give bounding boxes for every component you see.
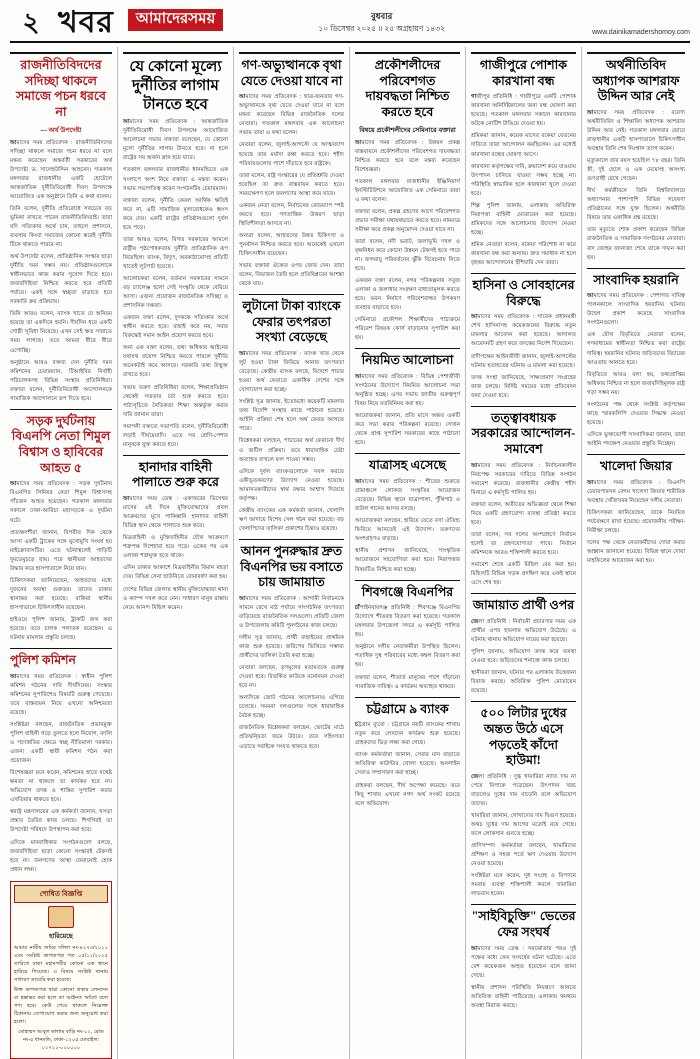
column-1 — [10, 47, 118, 1059]
column-6 — [582, 47, 690, 1059]
headline-liberation-war[interactable]: হানাদার বাহিনী পালাতে শুরু করে — [132, 459, 219, 490]
article-paragraph: অর্থ উপদেষ্টা বলেন, প্রাতিষ্ঠানিক সংস্কার ছাড়া দুর্নীতি দমন সম্ভব নয়। প্রতিষ্ঠানগুলোকে স্বাধীনভাবে কাজ করার সুযোগ দিতে হবে। জবাবদিহিতা নিশ্চিত করতে হবে প্রতিটি পর্যায়ে। একই সঙ্গে স্বচ্ছতা বাড়াতে হবে সরকারি ক্রয় প্রক্রিয়ায়। — [10, 254, 112, 306]
article-paragraph: সভায় তরুণ প্রতিনিধিরা বলেন, শিক্ষাপ্রতিষ্ঠান থেকেই সততার চর্চা শুরু করতে হবে। পাঠ্যসূচিতে নৈতিকতা শিক্ষা অন্তর্ভুক্ত করার দাবি জানান তারা। — [123, 384, 228, 418]
article-paragraph: আমাদের সময় প্রতিবেদক : শীতের শুরুতে গ্রামাঞ্চলে লোকজ সংস্কৃতির আয়োজন বেড়েছে। বিভিন্ন স্থানে যাত্রাপালা, পুঁথিপাঠ ও বাউল গানের আসর বসছে। — [355, 479, 460, 513]
article-paragraph: বিবৃতিতে আরও বলা হয়, তথ্যপ্রাপ্তির অধিকার নিশ্চিত না হলে জবাবদিহিমূলক রাষ্ট্র গড়া সম্ভব নয়। — [587, 371, 685, 396]
page-number: ২ — [22, 8, 40, 37]
article-paragraph: স্বরাষ্ট্র মন্ত্রণালয়ের এক কর্মকর্তা জানান, খসড়া প্রস্তাব তৈরির কাজ চলছে। শিগগিরই তা উপদেষ্টা পরিষদে উপস্থাপন করা হবে। — [10, 809, 112, 834]
divider — [123, 455, 228, 456]
article-paragraph: তিনি আরও বলেন, ব্যাংক খাতে যে অনিয়ম হয়েছে তা একদিনে হয়নি। দীর্ঘদিন ধরে একটি গোষ্ঠী সুবিধা নিয়েছে। এখন সেই ক্ষত সারাতে সময় লাগছে। তবে আমরা ধীরে ধীরে এগোচ্ছি। — [10, 311, 112, 354]
article-paragraph: আমাদের সময় প্রতিবেদক : রাজনীতিবিদদের সদিচ্ছা থাকলে সমাজে পচন ধরবে না বলে মন্তব্য করেছেন অন্তর্বর্তী সরকারের অর্থ উপদেষ্টা ড. সালেহউদ্দিন আহমেদ। গতকাল মঙ্গলবার রাজধানীর একটি হোটেলে আন্তর্জাতিক দুর্নীতিবিরোধী দিবস উপলক্ষে আয়োজিত এক অনুষ্ঠানে তিনি এ কথা বলেন। — [10, 139, 112, 200]
headline-jatra[interactable]: যাত্রাসহ এসেছে — [369, 458, 446, 473]
article-paragraph: বক্তারা বলেন, অতীতের অভিজ্ঞতা থেকে শিক্ষা নিয়ে একটি গ্রহণযোগ্য ব্যবস্থা প্রতিষ্ঠা করতে হবে। — [471, 501, 576, 526]
divider — [471, 406, 576, 407]
headline-caretaker-rally[interactable]: তত্ত্বাবধায়ক সরকারের আন্দোলন-সমাবেশ — [471, 410, 576, 457]
column-3 — [234, 47, 350, 1059]
article-paragraph: দীর্ঘ কর্মজীবনে তিনি বিশ্ববিদ্যালয়ে অধ্যাপনার পাশাপাশি বিভিন্ন গবেষণা প্রতিষ্ঠানের সঙ্গে যুক্ত ছিলেন। অর্থনীতি বিষয়ে তার একাধিক গ্রন্থ রয়েছে। — [587, 188, 685, 222]
article-paragraph: আমাদের সময় প্রতিবেদক : ব্যাংক খাত থেকে লুট হওয়া টাকা ফিরিয়ে আনার তৎপরতা বেড়েছে। কেন্দ্রীয় ব্যাংক বলছে, বিদেশে পাচার হওয়া অর্থ ফেরাতে একাধিক দেশের সঙ্গে যোগাযোগ করা হচ্ছে। — [239, 351, 344, 394]
publication-date: ১০ ডিসেম্বর ২০২৫ ॥ ২৫ অগ্রহায়ণ ১৪৩২ — [318, 23, 445, 33]
article-paragraph: আমাদের সময় প্রতিবেদক : ছাত্র-জনতার গণ-অভ্যুত্থানকে বৃথা যেতে দেওয়া যাবে না বলে মন্তব্য করেছেন বিভিন্ন রাজনৈতিক দলের নেতারা। গতকাল মঙ্গলবার এক আলোচনা সভায় তারা এ কথা বলেন। — [239, 94, 344, 137]
article-paragraph: এদিকে ভুক্তভোগী সাংবাদিকরা জানান, তারা আইনি পদক্ষেপ নেওয়ার প্রস্তুতি নিচ্ছেন। — [587, 431, 685, 447]
article-paragraph: আমাদের সময় প্রতিবেদক : নির্বাচনকালীন নিরপেক্ষ সরকারের দাবিতে বিভিন্ন সংগঠন সমাবেশ করেছে। রাজধানীর কেন্দ্রীয় শহীদ মিনারে এ কর্মসূচি পালিত হয়। — [471, 462, 576, 496]
article-paragraph: সংশ্লিষ্টরা মনে করেন, দুধ সংগ্রহ ও বিপণনে সমবায় ব্যবস্থা শক্তিশালী করলে খামারিরা লাভবান হবেন। — [471, 873, 576, 898]
article-paragraph: আমাদের সময় প্রতিবেদক : পেশাগত দায়িত্ব পালনকালে সাংবাদিক হয়রানির ঘটনায় উদ্বেগ প্রকাশ করেছে সাংবাদিক সংগঠনগুলো। — [587, 293, 685, 327]
date-block — [223, 8, 540, 34]
classified-ad[interactable] — [10, 881, 112, 1059]
article-paragraph: আমাদের সময় প্রতিবেদক : সড়ক দুর্ঘটনায় বিএনপির সিনিয়র নেতা শিমুল বিশ্বাসসহ পাঁচজন আহত হয়েছেন। গতকাল মঙ্গলবার সকালে ঢাকা-আরিচা মহাসড়কে এ দুর্ঘটনা ঘটে। — [10, 481, 112, 524]
article-paragraph: চাঁপাইনবাবগঞ্জ প্রতিনিধি : শিবগঞ্জে বিএনপির উদ্যোগে শীতবস্ত্র বিতরণ করা হয়েছে। গতকাল মঙ্গলবার উপজেলা সদরে এ কর্মসূচি পালিত হয়। — [355, 605, 460, 639]
divider — [239, 539, 344, 540]
headline-khaleda-zia[interactable]: খালেদা জিয়ার — [599, 459, 673, 473]
headline-regular-discussion[interactable]: নিয়মিত আলোচনা — [361, 353, 454, 368]
article-paragraph: জেলা প্রতিনিধি : নির্বাচনী প্রচারণার সময় এক প্রার্থীর ওপর হামলার অভিযোগ উঠেছে। এ ঘটনায় থানায় অভিযোগ দায়ের করা হয়েছে। — [471, 618, 576, 643]
headline-bank-money[interactable]: লুটানো টাকা ব্যাংকে ফেরার তৎপরতা সংখ্যা বেড়েছে — [242, 299, 341, 345]
article-paragraph: শ্রমিক নেতারা বলেন, বকেয়া পরিশোধ না করে কারখানা বন্ধ করা অন্যায়। দ্রুত সমাধান না হলে বৃহত্তর আন্দোলনের হুঁশিয়ারি দেন তারা। — [471, 241, 576, 267]
article-paragraph: বক্তারা বলেন, প্রকল্প গ্রহণের আগে পরিবেশগত প্রভাব সমীক্ষা যথাযথভাবে করতে হবে। নামমাত্র সমীক্ষা করে প্রকল্প অনুমোদন দেওয়া যাবে না। — [355, 208, 460, 233]
article-paragraph: খামারিরা জানান, গোখাদ্যের দাম দ্বিগুণ হয়েছে। অথচ দুধের দাম আগের মতোই রয়ে গেছে। ফলে লোকসান গুনতে হচ্ছে। — [471, 812, 576, 838]
article-paragraph: চট্টগ্রাম ব্যুরো : চট্টগ্রামে নয়টি ব্যাংকের শাখায় নতুন করে লেনদেন কার্যক্রম শুরু হয়েছে। গ্রাহকদের ভিড় লক্ষ্য করা গেছে। — [355, 722, 460, 747]
article-paragraph: তারা বলেন, সব দলের অংশগ্রহণে নির্বাচন হলেই তা গ্রহণযোগ্যতা পাবে। নির্বাচন কমিশনকে আরও শক্তিশালী করতে হবে। — [471, 531, 576, 557]
article-paragraph: হাইওয়ে পুলিশ জানায়, ট্রাকটি জব্দ করা হয়েছে। তবে চালক পলাতক রয়েছেন। এ ঘটনায় মামলার প্রস্তুতি চলছে। — [10, 616, 112, 642]
article-paragraph: আমাদের সময় প্রতিবেদক : আন্তর্জাতিক দুর্নীতিবিরোধী দিবস উপলক্ষে আয়োজিত আলোচনা সভায় বক্তারা বলেছেন, যে কোনো মূল্যে দুর্নীতির লাগাম টানতে হবে। না হলে রাষ্ট্রের সব অর্জন ম্লান হয়ে যাবে। — [123, 119, 228, 162]
article-paragraph: কারখানা কর্তৃপক্ষের দাবি, ক্রয়াদেশ কমে যাওয়ায় উৎপাদন চালিয়ে যাওয়া সম্ভব হচ্ছে না। পরিস্থিতি স্বাভাবিক হলে কারখানা খুলে দেওয়া হবে। — [471, 163, 576, 197]
article-paragraph: রাজনৈতিক বিশ্লেষকরা বলছেন, ভোটের মাঠে প্রতিদ্বন্দ্বিতা জমে উঠবে। তবে সহিংসতা এড়াতে সবাইকে সংযত থাকতে হবে। — [239, 725, 344, 750]
article-paragraph: দেশের বিভিন্ন জেলায় স্থানীয় মুক্তিযোদ্ধারা থানা ও ক্যাম্প দখল করে নেন। সাধারণ মানুষ রাস্তায় নেমে আনন্দ মিছিল করেন। — [123, 586, 228, 611]
article-paragraph: সমাপনী বক্তব্যে সভাপতি বলেন, দুর্নীতিবিরোধী লড়াই দীর্ঘমেয়াদি। এতে সব শ্রেণি-পেশার মানুষকে যুক্ত করতে হবে। — [123, 423, 228, 448]
divider — [587, 268, 685, 269]
headline-uprising[interactable]: গণ-অভ্যুত্থানকে বৃথা যেতে দেওয়া যাবে না — [240, 58, 343, 88]
article-paragraph: এদিন ঢাকার আকাশে মিত্রবাহিনীর বিমান মহড়া দেয়। বিভিন্ন সেনা ছাউনিতে বোমাবর্ষণ করা হয়। — [123, 565, 228, 581]
divider — [10, 52, 112, 54]
article-paragraph: সভায় বক্তারা ঐক্যের ওপর জোর দেন। তারা বলেন, বিভাজন তৈরি হলে প্রতিবিপ্লবের আশঙ্কা থেকে যায়। — [239, 263, 344, 288]
article-paragraph: তারা আরও বলেন, বিগত সরকারের আমলে রাষ্ট্রীয় পৃষ্ঠপোষকতায় দুর্নীতি প্রাতিষ্ঠানিক রূপ নিয়েছিল। ব্যাংক, বিদ্যুৎ, অবকাঠামোসহ প্রতিটি খাতেই লুটপাট হয়েছে। — [123, 236, 228, 270]
article-paragraph: অন্যদিকে জোট গঠনের আলোচনাও এগিয়ে চলেছে। সমমনা দলগুলোর সঙ্গে ধারাবাহিক বৈঠক হচ্ছে। — [239, 695, 344, 720]
article-paragraph: বক্তারা বলেন, শীতার্ত মানুষের পাশে দাঁড়ানো সামাজিক দায়িত্ব। এ কার্যক্রম অব্যাহত থাকবে। — [355, 674, 460, 690]
byline: — অর্থ উপদেষ্টা — [40, 126, 82, 134]
divider — [471, 593, 576, 594]
divider — [587, 52, 685, 54]
headline-politics-corruption[interactable]: রাজনীতিবিদদের সদিচ্ছা থাকলে সমাজে পচন ধরবে না — [16, 58, 106, 119]
article-paragraph: তিনি বলেন, দুর্নীতি প্রতিরোধে সবচেয়ে বড় ভূমিকা রাখতে পারেন রাজনীতিবিদরাই। তারা যদি সত্যিকার অর্থে চান, তাহলে প্রশাসনে, ব্যবসায় কিংবা সমাজের কোনো স্তরেই দুর্নীতি টিকে থাকতে পারবে না। — [10, 205, 112, 249]
article-paragraph: আলোচকরা বলেন, বর্তমান সরকারের সামনে বড় চ্যালেঞ্জ হলো সেই সংস্কৃতি থেকে বেরিয়ে আসা। এজন্য প্রয়োজন রাজনৈতিক সদিচ্ছা ও প্রশাসনিক দক্ষতা। — [123, 276, 228, 310]
divider — [471, 904, 576, 905]
headline-hasina-case[interactable]: হাসিনা ও সোবহানের বিরুদ্ধে — [472, 278, 575, 308]
column-4 — [350, 47, 466, 1059]
article-paragraph: তার মৃত্যুতে শোক প্রকাশ করেছেন বিভিন্ন রাজনৈতিক ও সামাজিক সংগঠনের নেতারা। বাদ জোহর জানাজা শেষে তাকে দাফন করা হয়। — [587, 227, 685, 261]
article-paragraph: চিকিৎসকরা জানিয়েছেন, আহতদের মধ্যে দুজনের অবস্থা গুরুতর। তাদের ঢাকায় স্থানান্তর করা হয়েছে। বাকিরা স্থানীয় হাসপাতালে চিকিৎসাধীন রয়েছেন। — [10, 577, 112, 611]
article-paragraph: শ্রমিকরা জানান, কয়েক মাসের বকেয়া বেতনের দাবিতে তারা আন্দোলন করছিলেন। এর মধ্যেই কারখানা বন্ধের ঘোষণা আসে। — [471, 133, 576, 158]
article-paragraph: সেমিনারে প্রকৌশল শিক্ষার্থীদের পাঠ্যক্রমে পরিবেশ বিষয়ক কোর্স বাড়ানোর সুপারিশ করা হয়। — [355, 317, 460, 342]
article-paragraph: সংশ্লিষ্টরা বলছেন, রাজনৈতিক প্রভাবমুক্ত পুলিশ বাহিনী গড়ে তুলতে হলে নিয়োগ, বদলি ও পদোন্নতির ক্ষেত্রে স্বচ্ছ নীতিমালা দরকার। এজন্য একটি স্থায়ী কমিশন গঠন করা প্রয়োজন। — [10, 721, 112, 765]
ad-title: শোধিত বিজ্ঞপ্তি — [14, 885, 108, 903]
article-paragraph: বিশেষজ্ঞরা মনে করেন, কমিশনের হাতে যথেষ্ট ক্ষমতা না থাকলে তা কার্যকর হবে না। অভিযোগ তদন্ত ও শাস্তির সুপারিশ করার এখতিয়ার থাকতে হবে। — [10, 770, 112, 804]
article-paragraph: একজন বক্তা বলেন, দুদককে সত্যিকার অর্থে স্বাধীন করতে হবে। বাছাই করে নয়, সবার বিরুদ্ধেই সমান আইন প্রয়োগ করতে হবে। — [123, 315, 228, 340]
article-paragraph: অন্যরা বলেন, আহতদের উন্নত চিকিৎসা ও পুনর্বাসন নিশ্চিত করতে হবে। অনেকেই এখনো চিকিৎসাধীন রয়েছেন। — [239, 232, 344, 257]
ad-contact: মোহাম্মদ আবুল কালাম বাড়ি নং-১২, রোড নং-৫ ধানমন্ডি, ঢাকা-১২০৫ মোবাইল: ০১৭১১-০০০০০০ — [18, 1029, 104, 1052]
subheadline: বিষয়ে প্রকৌশলীদের সেমিনারে বক্তারা — [359, 126, 456, 134]
article-paragraph: দলের পক্ষ থেকে নেতাকর্মীদের দোয়া করার আহ্বান জানানো হয়েছে। বিভিন্ন স্থানে দোয়া মাহফিলের আয়োজন করা হয়। — [587, 539, 685, 564]
headline-police-commission[interactable]: পুলিশ কমিশন — [10, 653, 77, 668]
headline-road-accident[interactable]: সড়ক দুর্ঘটনায় বিএনপি নেতা শিমুল বিশ্বাস ও হাবিবের আহত ৫ — [11, 413, 111, 475]
article-paragraph: অন্য এক বক্তা বলেন, তথ্য অধিকার আইনের যথাযথ প্রয়োগ নিশ্চিত করতে পারলে দুর্নীতি অনেকটাই কমে আসবে। সরকারি তথ্য উন্মুক্ত রাখতে হবে। — [123, 345, 228, 379]
ad-text: উক্ত কাগজপত্র দ্বারা কোনো প্রকার লেনদেন বা হস্তান্তর করা হলে তা আইনত অবৈধ বলে গণ্য হবে। কেউ পেয়ে থাকলে নিম্নোক্ত ঠিকানায় যোগাযোগ করার জন্য অনুরোধ করা হলো। — [14, 987, 108, 1026]
article-paragraph: আমাদের সময় ডেস্ক : একাত্তরের ডিসেম্বর মাসের এই দিনে মুক্তিযোদ্ধাদের প্রবল আক্রমণের মুখে পাকিস্তানি হানাদার বাহিনী বিভিন্ন স্থান থেকে পালাতে শুরু করে। — [123, 496, 228, 530]
divider — [239, 52, 344, 54]
article-paragraph: সংগঠনের পক্ষ থেকে সংশ্লিষ্ট কর্তৃপক্ষের কাছে স্মারকলিপি দেওয়ার সিদ্ধান্ত নেওয়া হয়েছে। — [587, 401, 685, 426]
article-paragraph: জেলা প্রতিনিধি : দুগ্ধ খামারিরা ন্যায্য দাম না পেয়ে বিপাকে পড়েছেন। উৎপাদন খরচ বাড়লেও দুধের দাম বাড়েনি বলে অভিযোগ তাদের। — [471, 773, 576, 807]
article-paragraph: বিশ্লেষকরা বলছেন, পাচারের অর্থ ফেরানো দীর্ঘ ও জটিল প্রক্রিয়া। তবে ধারাবাহিক চেষ্টা অব্যাহত রাখলে ফল পাওয়া সম্ভব। — [239, 438, 344, 463]
ad-subtitle: হারিয়েছে — [49, 932, 73, 940]
article-paragraph: শিল্প পুলিশ জানায়, এলাকায় অতিরিক্ত নিরাপত্তা বাহিনী মোতায়েন করা হয়েছে। শ্রমিকদের সঙ্গে আলোচনার উদ্যোগ নেওয়া হচ্ছে। — [471, 202, 576, 236]
article-paragraph: নেতারা বলেন, জুলাই-আগস্টে যে আত্মত্যাগ হয়েছে তার মর্যাদা রক্ষা করতে হবে। শহীদ পরিবারগুলোর পাশে দাঁড়াতে হবে রাষ্ট্রকে। — [239, 142, 344, 167]
divider — [355, 697, 460, 698]
article-paragraph: স্থানীয় প্রশাসন পরিস্থিতি নিয়ন্ত্রণে আনতে অতিরিক্ত বাহিনী পাঠিয়েছে। এলাকায় থমথমে অবস্থা বিরাজ করছে। — [471, 984, 576, 1009]
divider — [471, 273, 576, 274]
divider — [355, 453, 460, 454]
article-paragraph: চিকিৎসকরা জানিয়েছেন, তাকে নিয়মিত পর্যবেক্ষণে রাখা হয়েছে। প্রয়োজনীয় পরীক্ষা-নিরীক্ষা চলছে। — [587, 509, 685, 534]
divider — [355, 580, 460, 581]
article-paragraph: গতকাল মঙ্গলবার রাজধানীর ইঞ্জিনিয়ার্স ইনস্টিটিউশনে আয়োজিত এক সেমিনারে তারা এ কথা বলেন। — [355, 178, 460, 203]
article-paragraph: পুলিশ জানায়, অভিযোগ তদন্ত করে ব্যবস্থা নেওয়া হবে। জড়িতদের শনাক্তে কাজ চলছে। — [471, 649, 576, 665]
article-paragraph: কেন্দ্রীয় ব্যাংকের এক কর্মকর্তা জানান, খেলাপি ঋণ আদায়ে বিশেষ সেল গঠন করা হয়েছে। বড় খেলাপিদের তালিকা প্রকাশের চিন্তাও রয়েছে। — [239, 507, 344, 532]
article-paragraph: আয়োজকরা বলছেন, হারিয়ে যেতে বসা ঐতিহ্য ফিরিয়ে আনতেই এই উদ্যোগ। তরুণদের অংশগ্রহণও বাড়ছে। — [355, 518, 460, 543]
column-2 — [118, 47, 234, 1059]
headline-ceasefire-clash[interactable]: "সাইবিচুক্তি" ভেতের ফের সংঘর্ষ — [471, 909, 576, 939]
publication-logo: আমাদেরসময় — [128, 9, 223, 31]
article-paragraph: গ্রাহকরা বলছেন, দীর্ঘ অপেক্ষা কমেছে। তবে কিছু শাখায় এখনো নগদ অর্থ সংকট রয়েছে বলে অভিযোগ। — [355, 782, 460, 807]
article-paragraph: একজন নেতা বলেন, নির্বাচনের রোডম্যাপ স্পষ্ট করতে হবে। গণতান্ত্রিক উত্তরণ ছাড়া স্থিতিশীলতা আসবে না। — [239, 202, 344, 227]
divider — [355, 348, 460, 349]
article-paragraph: মৃত্যুকালে তার বয়স হয়েছিল ৭৮ বছর। তিনি স্ত্রী, দুই ছেলে ও এক মেয়েসহ অসংখ্য গুণগ্রাহী রেখে গেছেন। — [587, 158, 685, 183]
divider — [239, 294, 344, 295]
day-of-week: বুধবার — [370, 11, 393, 21]
headline-jamaat-candidate[interactable]: জামায়াত প্রার্থী ওপর — [472, 598, 575, 613]
article-paragraph: অনুষ্ঠানে আরও বক্তব্য দেন দুর্নীতি দমন কমিশনের চেয়ারম্যান, টিআইবির নির্বাহী পরিচালকসহ বিভিন্ন সংস্থার প্রতিনিধিরা। বক্তারা বলেন, দুর্নীতিবিরোধী আন্দোলনকে সামাজিক আন্দোলনে রূপ দিতে হবে। — [10, 359, 112, 402]
headline-journalist-harassment[interactable]: সাংবাদিক হয়রানি — [593, 272, 679, 287]
article-paragraph: প্রত্যক্ষদর্শীরা জানান, বিপরীত দিক থেকে আসা একটি ট্রাকের সঙ্গে মুখোমুখি সংঘর্ষ হয় মাইক্রোবাসটির। এতে ঘটনাস্থলেই গাড়িটি দুমড়েমুচড়ে যায়। পরে স্থানীয়রা আহতদের উদ্ধার করে হাসপাতালে নিয়ে যান। — [10, 529, 112, 572]
article-paragraph: ব্যাংক কর্মকর্তারা জানান, সেবার মান বাড়াতে অতিরিক্ত কাউন্টার খোলা হয়েছে। অনলাইন সেবাও সম্প্রসারণ করা হচ্ছে। — [355, 752, 460, 777]
headline-chittagong-banks[interactable]: চট্টগ্রামে ৯ ব্যাংক — [366, 701, 449, 716]
article-paragraph: তারা বলেন, রাষ্ট্র সংস্কারের যে প্রতিশ্রুতি দেওয়া হয়েছিল তা দ্রুত বাস্তবায়ন করতে হবে। সময়ক্ষেপণ হলে জনগণের আস্থা কমে যাবে। — [239, 172, 344, 197]
article-paragraph: গতকাল মঙ্গলবার রাজধানীর ধানমন্ডিতে এক সংলাপে অংশ নিয়ে বক্তারা এ মন্তব্য করেন। সভায় সভাপতিত্ব করেন সংগঠনটির চেয়ারম্যান। — [123, 167, 228, 192]
masthead — [10, 8, 690, 43]
article-paragraph: আমাদের সময় প্রতিবেদক : স্বাধীন পুলিশ কমিশন গঠনের দাবি দীর্ঘদিনের। সংস্কার কমিশনের সুপারিশেও বিষয়টি গুরুত্ব পেয়েছে। তবে বাস্তবায়ন নিয়ে এখনো অনিশ্চয়তা রয়েছে। — [10, 673, 112, 716]
divider — [10, 648, 112, 649]
ad-text: আমার নামীয় জমির দলিল নং-৪২৭৩/২০১১ এবং সংশ্লিষ্ট কাগজপত্র গত ০৫/১২/২০২৫ তারিখে ঢাকা মহানগরীর কোনো এক স্থানে হারিয়ে গিয়েছে। এ বিষয়ে সংশ্লিষ্ট থানায় সাধারণ ডায়েরি করা হয়েছে। — [14, 944, 108, 983]
divider — [471, 701, 576, 702]
article-paragraph: এক যৌথ বিবৃতিতে নেতারা বলেন, গণমাধ্যমের স্বাধীনতা নিশ্চিত করা রাষ্ট্রের দায়িত্ব। হয়রানির ঘটনায় জড়িতদের বিচারের আওতায় আনতে হবে। — [587, 332, 685, 366]
divider — [471, 52, 576, 54]
article-paragraph: তদন্ত সংস্থা জানিয়েছে, সাক্ষ্যপ্রমাণ সংগ্রহের কাজ চলছে। নির্দিষ্ট সময়ের মধ্যে প্রতিবেদন জমা দেওয়া হবে। — [471, 374, 576, 399]
headline-obituary-economist[interactable]: অর্থনীতিবিদ অধ্যাপক আশরাফ উদ্দিন আর নেই — [592, 58, 680, 104]
divider — [123, 52, 228, 54]
article-paragraph: এদিকে দুর্বল ব্যাংকগুলোকে সবল করতে একীভূতকরণের উদ্যোগ নেওয়া হয়েছে। আমানতকারীদের স্বার্থ রক্ষার আশ্বাস দিয়েছে কর্তৃপক্ষ। — [239, 468, 344, 502]
article-paragraph: সংশ্লিষ্ট সূত্র জানায়, ইতোমধ্যে কয়েকটি মামলার তথ্য বিদেশি সংস্থার কাছে পাঠানো হয়েছে। আইনি প্রক্রিয়া শেষ হলে অর্থ ফেরত আসতে পারে। — [239, 399, 344, 433]
article-paragraph: আমাদের সময় প্রতিবেদক : বিএনপি চেয়ারপারসন বেগম খালেদা জিয়ার শারীরিক অবস্থার খোঁজখবর নিয়েছেন দলীয় নেতারা। — [587, 479, 685, 504]
headline-gazipur-factory[interactable]: গাজীপুরে পোশাক কারখানা বন্ধ — [479, 58, 568, 88]
article-paragraph: স্থানীয়রা জানান, ঘটনার পর এলাকায় উত্তেজনা বিরাজ করছে। অতিরিক্ত পুলিশ মোতায়েন রয়েছে। — [471, 670, 576, 695]
article-paragraph: দলীয় সূত্র জানায়, প্রার্থী বাছাইয়ের প্রাথমিক কাজ শুরু হয়েছে। জরিপের ভিত্তিতে সম্ভাব্য প্রার্থীদের তালিকা তৈরি করা হচ্ছে। — [239, 635, 344, 660]
article-paragraph: আমাদের সময় ডেস্ক : সমঝোতার পরও দুই পক্ষের মধ্যে ফের সংঘর্ষের ঘটনা ঘটেছে। এতে বেশ কয়েকজন আহত হয়েছেন বলে জানা গেছে। — [471, 945, 576, 979]
article-paragraph: নেতারা বলছেন, তৃণমূলের মতামতকে গুরুত্ব দেওয়া হবে। বিতর্কিত কাউকে মনোনয়ন দেওয়া হবে না। — [239, 665, 344, 690]
headline-corruption-control[interactable]: যে কোনো মূল্যে দুর্নীতির লাগাম টানতে হবে — [129, 59, 222, 113]
column-5 — [466, 47, 582, 1059]
article-paragraph: প্রাণিসম্পদ কর্মকর্তারা বলছেন, খামারিদের প্রশিক্ষণ ও সহজ শর্তে ঋণ দেওয়ার উদ্যোগ নেওয়া হয়েছে। — [471, 843, 576, 868]
article-paragraph: আমাদের সময় প্রতিবেদক : সাবেক প্রধানমন্ত্রী শেখ হাসিনাসহ কয়েকজনের বিরুদ্ধে নতুন মামলার আবেদন করা হয়েছে। আদালত আবেদনটি গ্রহণ করে তদন্তের নির্দেশ দিয়েছেন। — [471, 314, 576, 348]
headline-milk-farmers[interactable]: ৫০০ লিটার দুধের অন্তত উঠে এসে পড়তেই কাঁদো হাউমা! — [480, 706, 567, 768]
article-paragraph: আমাদের সময় প্রতিবেদক : উন্নয়ন প্রকল্প বাস্তবায়নে প্রকৌশলীদের পরিবেশগত দায়বদ্ধতা নিশ্চিত করতে হবে বলে মন্তব্য করেছেন বিশেষজ্ঞরা। — [355, 139, 460, 173]
headline-engineers-environment[interactable]: প্রকৌশলীদের পরিবেশগত দায়বদ্ধতা নিশ্চিত করতে হবে — [365, 58, 450, 119]
divider — [355, 52, 460, 54]
ad-emblem-icon — [48, 906, 74, 928]
article-paragraph: আমাদের সময় প্রতিবেদক : বিভিন্ন পেশাজীবী সংগঠনের উদ্যোগে নিয়মিত আলোচনা সভা অনুষ্ঠিত হচ্ছে। এসব সভায় জাতীয় গুরুত্বপূর্ণ বিষয় নিয়ে মতবিনিময় করা হয়। — [355, 374, 460, 408]
article-paragraph: বক্তারা বলেন, দুর্নীতি কেবল আর্থিক ক্ষতিই করে না, এটি সামাজিক মূল্যবোধকেও ধ্বংস করে দেয়। একটি রাষ্ট্রের প্রতিষ্ঠানগুলো দুর্বল হয়ে পড়ে। — [123, 197, 228, 231]
headline-bnp-jamaat[interactable]: আনন পুনরুদ্ধার দ্রুত বিএনপির ভয় বসাতে চায় জামায়াত — [240, 543, 343, 590]
article-paragraph: আমাদের সময় প্রতিবেদক : বরেণ্য অর্থনীতিবিদ ও শিক্ষাবিদ অধ্যাপক আশরাফ উদ্দিন আর নেই। গতকাল মঙ্গলবার ভোরে রাজধানীর একটি হাসপাতালে চিকিৎসাধীন অবস্থায় তিনি শেষ নিঃশ্বাস ত্যাগ করেন। — [587, 109, 685, 153]
headline-shibganj-bnp[interactable]: শিবগঞ্জে বিএনপির — [361, 584, 454, 599]
article-paragraph: গাজীপুর প্রতিনিধি : গাজীপুরে একটি পোশাক কারখানা অনির্দিষ্টকালের জন্য বন্ধ ঘোষণা করা হয়েছে। গতকাল মঙ্গলবার সকালে কারখানার ফটকে নোটিশ টাঙিয়ে দেওয়া হয়। — [471, 94, 576, 128]
divider — [587, 454, 685, 455]
article-paragraph: মিত্রবাহিনী ও মুক্তিবাহিনীর যৌথ আক্রমণে শত্রুপক্ষ দিশেহারা হয়ে পড়ে। একের পর এক এলাকা শত্রুমুক্ত হতে থাকে। — [123, 535, 228, 560]
article-paragraph: তারা বলেন, নদী ভরাট, জলাভূমি দখল ও বৃক্ষনিধন করে কোনো উন্নয়ন টেকসই হতে পারে না। জলবায়ু পরিবর্তনের ঝুঁকি বিবেচনায় নিতে হবে। — [355, 238, 460, 273]
article-paragraph: বাদীপক্ষের আইনজীবী জানান, জুলাই-আগস্টের ঘটনায় হতাহতের ঘটনায় এ মামলা করা হয়েছে। — [471, 353, 576, 369]
article-paragraph: অনুষ্ঠানে দলীয় নেতাকর্মীরা উপস্থিত ছিলেন। শতাধিক দুস্থ পরিবারের মধ্যে কম্বল বিতরণ করা হয়। — [355, 644, 460, 669]
article-paragraph: আয়োজকরা জানান, প্রতি মাসে অন্তত একটি করে সভা করার পরিকল্পনা রয়েছে। সেখান থেকে প্রাপ্ত সুপারিশ সরকারের কাছে পাঠানো হবে। — [355, 413, 460, 447]
section-title: খবর — [58, 6, 114, 39]
article-paragraph: সমাবেশ শেষে একটি মিছিল বের করা হয়। মিছিলটি বিভিন্ন সড়ক প্রদক্ষিণ করে একই স্থানে এসে শেষ হয়। — [471, 562, 576, 587]
article-paragraph: আমাদের সময় প্রতিবেদক : আগামী নির্বাচনকে সামনে রেখে মাঠ পর্যায়ে সাংগঠনিক তৎপরতা বাড়িয়েছে রাজনৈতিক দলগুলো। প্রতিটি জেলা ও উপজেলায় কমিটি পুনর্গঠনের কাজ চলছে। — [239, 595, 344, 629]
divider — [10, 409, 112, 410]
content-grid — [10, 47, 690, 1052]
website-url[interactable]: www.dainikamadershomoy.com — [592, 29, 690, 36]
article-paragraph: এদিকে মানবাধিকার সংগঠনগুলো বলছে, জবাবদিহিতা ছাড়া কোনো সংস্কারই টেকসই হবে না। জনগণের আস্থা ফেরানোই হোক প্রধান লক্ষ্য। — [10, 839, 112, 873]
article-paragraph: একজন বক্তা বলেন, নগর পরিকল্পনায় সবুজ এলাকা ও জলাধার সংরক্ষণ বাধ্যতামূলক করতে হবে। ভবন নির্মাণে পরিবেশবান্ধব উপকরণ ব্যবহার বাড়াতে হবে। — [355, 278, 460, 312]
article-paragraph: স্থানীয় প্রশাসন জানিয়েছে, সাংস্কৃতিক আয়োজনে সহযোগিতা করা হবে। নিরাপত্তার বিষয়টিও নিশ্চিত করা হচ্ছে। — [355, 548, 460, 573]
